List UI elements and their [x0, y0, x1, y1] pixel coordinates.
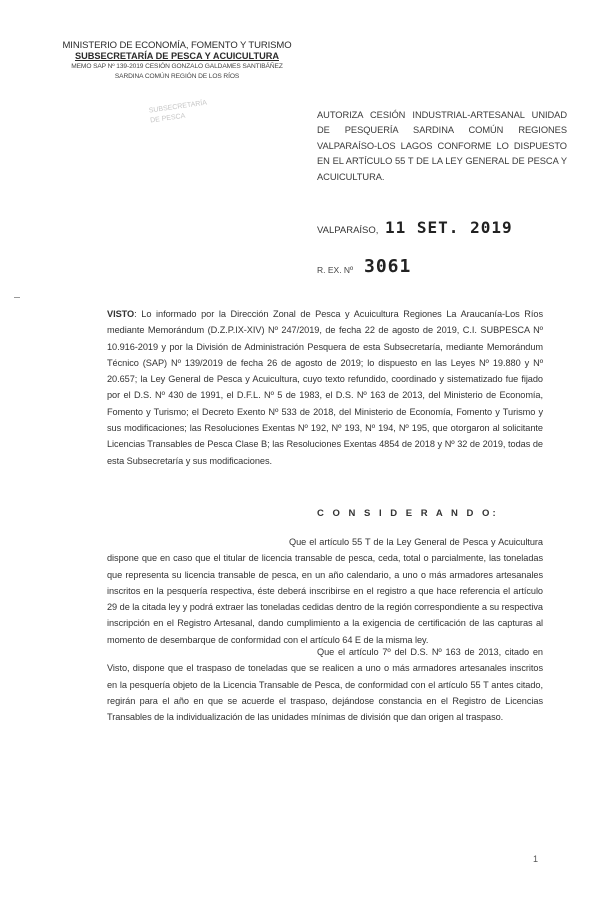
memo-subject: SARDINA COMÚN REGIÓN DE LOS RÍOS: [114, 73, 240, 80]
considerando-heading: C O N S I D E R A N D O:: [317, 508, 499, 519]
faded-stamp: [148, 94, 247, 166]
visto-text: : Lo informado por la Dirección Zonal de Pesca y Acuicultura Regiones La Araucanía-Los Ríos mediante Memorándum (D.Z.P.IX-XIV) Nº 247/2019, de fecha 22 de agosto de 2019, C.I. SUBPESCA Nº 10.916-2019 y por la División de Administración Pesquera de esta Subsecretaría, mediante Memorándum Técnico (SAP) Nº 139/2019 de fecha 26 de agosto de 2019; lo dispuesto en las Leyes Nº 19.880 y Nº 20.657; la Ley General de Pesca y Acuicultura, cuyo texto refundido, coordinado y sistematizado fue fijado por el D.S. Nº 430 de 1991, el D.F.L. Nº 5 de 1983, el D.S. Nº 163 de 2013, del Ministerio de Economía, Fomento y Turismo; el Decreto Exento Nº 533 de 2018, del Ministerio de Economía, Fomento y Turismo y sus modificaciones; las Resoluciones Exentas Nº 192, Nº 193, Nº 194, Nº 195, que otorgaron al solicitante Licencias Transables de Pesca Clase B; las Resoluciones Exentas 4854 de 2018 y Nº 32 de 2019, todas de esta Subsecretaría y sus modificaciones.: [107, 309, 543, 466]
resolution-title: AUTORIZA CESIÓN INDUSTRIAL-ARTESANAL UNIDAD DE PESQUERÍA SARDINA COMÚN REGIONES VALPARAÍSO-LOS LAGOS CONFORME LO DISPUESTO EN EL ARTÍCULO 55 T DE LA LEY GENERAL DE PESCA Y ACUICULTURA.: [317, 110, 567, 182]
place-and-date: [317, 218, 567, 246]
considerando-paragraph-1: Que el artículo 55 T de la Ley General de Pesca y Acuicultura dispone que en caso que el titular de licencia transable de pesca, ceda, total o parcialmente, las toneladas que representa su licencia transable de pesca, en un año calendario, a uno o más armadores artesanales inscritos en la pesquería respectiva, éste deberá inscribirse en el registro a que hace referencia el artículo 29 de la citada ley y podrá extraer las toneladas cedidas dentro de la región correspondiente a su respectiva inscripción en el Registro Artesanal, dando cumplimiento a la exigencia de certificación de las capturas al momento de desembarque de conformidad con el artículo 64 E de la misma ley.: [107, 537, 543, 645]
visto-lead: VISTO: [107, 309, 135, 319]
date-stamp: 11 SET. 2019: [385, 218, 513, 237]
ministry-name: MINISTERIO DE ECONOMÍA, FOMENTO Y TURISMO: [62, 40, 292, 51]
resolution-number-block: [317, 256, 517, 286]
place-label: VALPARAÍSO,: [317, 225, 379, 236]
margin-mark: [14, 297, 20, 298]
stamp-line-2: DE PESCA: [149, 112, 186, 125]
memo-reference: MEMO SAP Nº 139-2019 CESIÓN GONZALO GALDAMES SANTIBÁÑEZ: [71, 63, 283, 70]
subsecretaria-name: SUBSECRETARÍA DE PESCA Y ACUICULTURA: [74, 51, 279, 61]
rex-label: R. EX. Nº: [317, 265, 354, 275]
visto-paragraph: [107, 306, 543, 469]
stamp-line-1: SUBSECRETARÍA: [148, 99, 208, 115]
letterhead: [52, 40, 302, 82]
rex-number: 3061: [364, 256, 412, 277]
considerando-paragraph-2: Que el artículo 7º del D.S. Nº 163 de 2013, citado en Visto, dispone que el traspaso de toneladas que se realicen a uno o más armadores artesanales inscritos en la pesquería objeto de la Licencia Transable de Pesca, de conformidad con el artículo 55 T antes citado, regirán para el año en que se acuerde el traspaso, dejándose constancia en el Registro de Licencias Transables de la individualización de las unidades mínimas de división que dan origen al traspaso.: [107, 647, 543, 723]
page-number: 1: [533, 854, 539, 864]
